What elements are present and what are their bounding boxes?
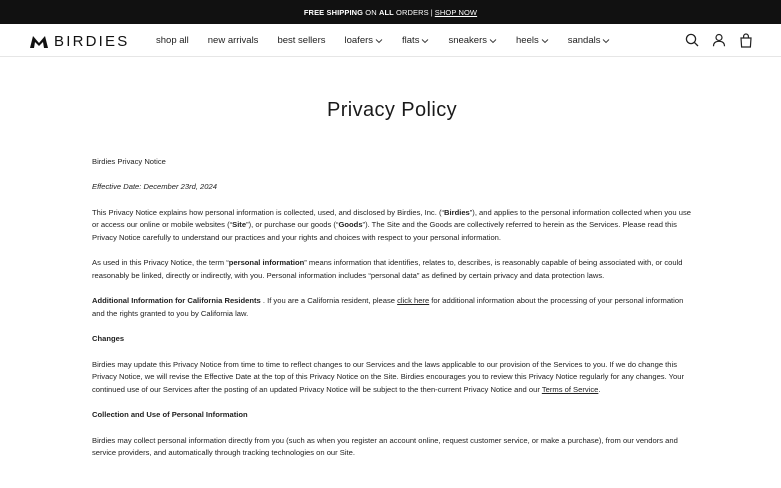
chevron-down-icon [541, 38, 549, 44]
account-button[interactable] [712, 32, 726, 48]
nav-heels[interactable]: heels [516, 35, 549, 46]
nav-sneakers[interactable]: sneakers [448, 35, 497, 46]
notice-title: Birdies Privacy Notice [92, 157, 166, 166]
main-content [92, 57, 692, 473]
california-paragraph: Additional Information for California Residents . If you are a California resident, please click here for additional information about the processing of your personal information and the rights granted to you by California law. [92, 296, 684, 318]
terms-of-service-link[interactable]: Terms of Service [541, 385, 599, 394]
announcement-text: FREE SHIPPING ON ALL ORDERS [303, 7, 429, 17]
cart-icon [739, 33, 753, 48]
logo-wordmark: BIRDIES [54, 33, 130, 50]
shop-now-link[interactable]: SHOP NOW [434, 7, 478, 17]
collection-paragraph: Birdies may collect personal information directly from you (such as when you register an account online, request customer service, or make a purchase), from our vendors and service providers, and automatically through tracking technologies on our Site. [92, 435, 678, 458]
effective-date: Effective Date: December 23rd, 2024 [92, 182, 217, 192]
changes-paragraph: Birdies may update this Privacy Notice from time to time to reflect changes to our Services and the laws applicable to our provision of the Services to you. If we do change this Privacy Notice, we will revise the Effective Date at the top of this Privacy Notice on the Site. Birdies encourages you to review this Privacy Notice regularly for any changes. Your continued use of our Services after the posting of an updated Privacy Notice will be subject to the then-current Privacy Notice and our Terms of Service. [92, 359, 685, 394]
click-here-link[interactable]: click here [397, 296, 430, 306]
account-icon [712, 33, 726, 47]
announcement-bar [0, 0, 781, 24]
page-title: Privacy Policy [326, 99, 458, 121]
nav-best-sellers[interactable]: best sellers [277, 35, 326, 46]
nav-new-arrivals[interactable]: new arrivals [207, 35, 259, 46]
cart-button[interactable] [739, 32, 753, 48]
chevron-down-icon [421, 38, 429, 44]
nav-flats[interactable]: flats [402, 35, 429, 46]
announcement-separator: | [430, 7, 433, 17]
chevron-down-icon [489, 38, 497, 44]
intro-paragraph: This Privacy Notice explains how personal information is collected, used, and disclosed by Birdies, Inc. (“Birdies”), and applies to the personal information collected when you use or access our online or mobile websites (“Site”), or purchase our goods (“Goods”). The Site and the Goods are collectively referred to herein as the Services. Please read this Privacy Notice carefully to understand our practices and your rights and choices with respect to your personal information. [92, 207, 691, 242]
changes-heading: Changes [92, 334, 125, 344]
chevron-down-icon [602, 38, 610, 44]
policy-body [92, 156, 692, 460]
main-nav [156, 24, 629, 57]
birdies-logo[interactable] [29, 33, 129, 50]
site-header [0, 24, 781, 57]
search-icon [685, 33, 699, 47]
nav-sandals[interactable]: sandals [568, 35, 611, 46]
personal-info-paragraph: As used in this Privacy Notice, the term “personal information” means information that identifies, relates to, describes, is reasonably capable of being associated with, or could reasonably be linked, directly or indirectly, with you. Personal information includes “personal data” as defined by certain privacy and data protection laws. [92, 258, 683, 280]
collection-heading: Collection and Use of Personal Information [92, 410, 248, 420]
birdies-logo-icon [29, 35, 49, 49]
nav-shop-all[interactable]: shop all [156, 35, 189, 46]
header-icons [672, 32, 753, 48]
chevron-down-icon [375, 38, 383, 44]
search-button[interactable] [685, 32, 699, 48]
nav-loafers[interactable]: loafers [345, 35, 384, 46]
